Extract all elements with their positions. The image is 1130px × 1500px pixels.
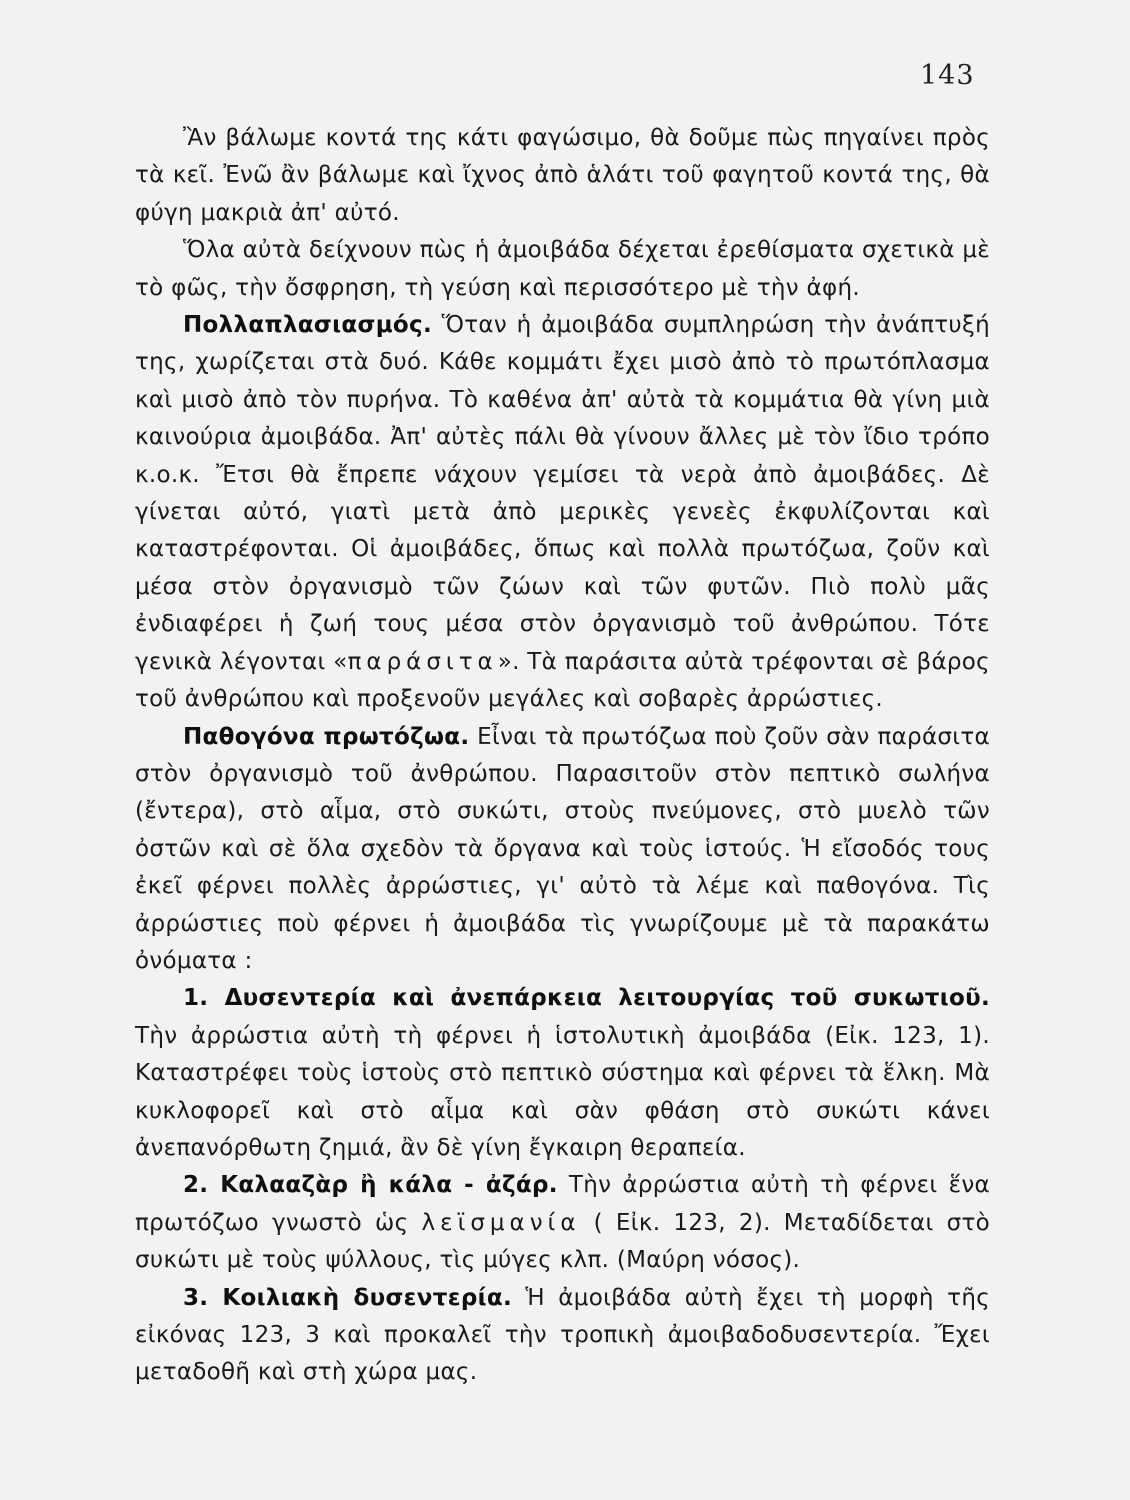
paragraph-text: Εἶναι τὰ πρωτόζωα ποὺ ζοῦν σὰν παράσιτα στὸν ὀργανισμὸ τοῦ ἀνθρώπου. Παρασιτοῦν στὸν πεπτικὸ σωλήνα (ἔντερα), στὸ αἷμα, στὸ συκώτι, στοὺς πνεύμονες, στὸ μυελὸ τῶν ὀστῶν καὶ σὲ ὅλα σχεδὸν τὰ ὄργανα καὶ τοὺς ἱστούς. Ἡ εἴσοδός τους ἐκεῖ φέρνει πολλὲς ἀρρώστιες, γι' αὐτὸ τὰ λέμε καὶ παθογόνα. Τὶς ἀρρώστιες ποὺ φέρνει ἡ ἀμοιβάδα τὶς γνωρίζουμε μὲ τὰ παρακάτω ὀνόματα : <box>135 723 990 974</box>
paragraph-text: ( Εἰκ. 123, 2). Μεταδίδεται στὸ συκώτι μὲ τοὺς ψύλλους, τὶς μύγες κλπ. (Μαύρη νόσος). <box>135 1209 991 1274</box>
paragraph-pathogenic <box>135 719 990 981</box>
section-heading: 2. Καλααζὰρ ἢ κάλα - ἀζάρ. <box>183 1172 558 1199</box>
paragraph-text: Ὅταν ἡ ἀμοιβάδα συμπληρώση τὴν ἀνάπτυξή της, χωρίζεται στὰ δυό. Κάθε κομμάτι ἔχει μισὸ ἀπὸ τὸ πρωτόπλασμα καὶ μισὸ ἀπὸ τὸν πυρήνα. Τὸ καθένα ἀπ' αὐτὰ τὰ κομμάτια θὰ γίνη μιὰ καινούρια ἀμοιβάδα. Ἀπ' αὐτὲς πάλι θὰ γίνουν ἄλλες μὲ τὸν ἴδιο τρόπο κ.ο.κ. Ἔτσι θὰ ἔπρεπε νάχουν γεμίσει τὰ νερὰ ἀπὸ ἀμοιβάδες. Δὲ γίνεται αὐτό, γιατὶ μετὰ ἀπὸ μερικὲς γενεὲς ἐκφυλίζονται καὶ καταστρέφονται. Οἱ ἀμοιβάδες, ὅπως καὶ πολλὰ πρωτόζωα, ζοῦν καὶ μέσα στὸν ὀργανισμὸ τῶν ζώων καὶ τῶν φυτῶν. Πιὸ πολὺ μᾶς ἐνδιαφέρει ἡ ζωή τους μέσα στὸν ὀργανισμὸ τοῦ ἀνθρώπου. Τότε γενικὰ λέγονται « <box>135 312 990 675</box>
paragraph-text: Ὅλα αὐτὰ δείχνουν πὼς ἡ ἀμοιβάδα δέχεται ἐρεθίσματα σχετικὰ μὲ τὸ φῶς, τὴν ὄσφρηση, τὴ γεύση καὶ περισσότερο μὲ τὴν ἀφή. <box>135 237 990 301</box>
page-number: 143 <box>920 60 975 91</box>
paragraph-text: Ἂν βάλωμε κοντά της κάτι φαγώσιμο, θὰ δοῦμε πὼς πηγαίνει πρὸς τὰ κεῖ. Ἐνῶ ἂν βάλωμε καὶ ἴχνος ἀπὸ ἁλάτι τοῦ φαγητοῦ κοντά της, θὰ φύγη μακριὰ ἀπ' αὐτό. <box>135 125 990 226</box>
spaced-term: παράσιτα <box>347 648 498 675</box>
paragraph-intestinal-dysentery <box>135 1280 990 1392</box>
paragraph-text: Τὴν ἀρρώστια αὐτὴ τὴ φέρνει ἕνα πρωτόζωο γνωστὸ ὡς <box>135 1172 990 1236</box>
paragraph-dysentery <box>135 980 990 1167</box>
paragraph-multiplication <box>135 307 990 718</box>
paragraph-kala-azar <box>135 1167 990 1279</box>
paragraph-text: Τὴν ἀρρώστια αὐτὴ τὴ φέρνει ἡ ἱστολυτικὴ ἀμοιβάδα (Εἰκ. 123, 1). Καταστρέφει τοὺς ἱστοὺς στὸ πεπτικὸ σύστημα καὶ φέρνει τὰ ἕλκη. Μὰ κυκλοφορεῖ καὶ στὸ αἷμα καὶ σὰν φθάση στὸ συκώτι κάνει ἀνεπανόρθωτη ζημιά, ἂν δὲ γίνη ἔγκαιρη θεραπεία. <box>135 1022 990 1161</box>
section-heading: 3. Κοιλιακὴ δυσεντερία. <box>183 1284 512 1311</box>
spaced-term: λεϊσμανία <box>421 1209 581 1236</box>
paragraph-stimuli <box>135 232 990 307</box>
paragraph-attraction <box>135 120 990 232</box>
paragraph-text: ». Τὰ παράσιτα αὐτὰ τρέφονται σὲ βάρος τοῦ ἀνθρώπου καὶ προξενοῦν μεγάλες καὶ σοβαρὲς ἀρρώστιες. <box>135 648 990 713</box>
paragraph-text: Ἡ ἀμοιβάδα αὐτὴ ἔχει τὴ μορφὴ τῆς εἰκόνας 123, 3 καὶ προκαλεῖ τὴν τροπικὴ ἀμοιβαδοδυσεντερία. Ἔχει μεταδοθῆ καὶ στὴ χώρα μας. <box>135 1284 990 1386</box>
section-heading: Πολλαπλασιασμός. <box>183 312 432 339</box>
section-heading: Παθογόνα πρωτόζωα. <box>183 723 470 750</box>
body-text <box>135 120 990 1392</box>
section-heading: 1. Δυσεντερία καὶ ἀνεπάρκεια λειτουργίας τοῦ συκωτιοῦ. <box>183 985 990 1012</box>
